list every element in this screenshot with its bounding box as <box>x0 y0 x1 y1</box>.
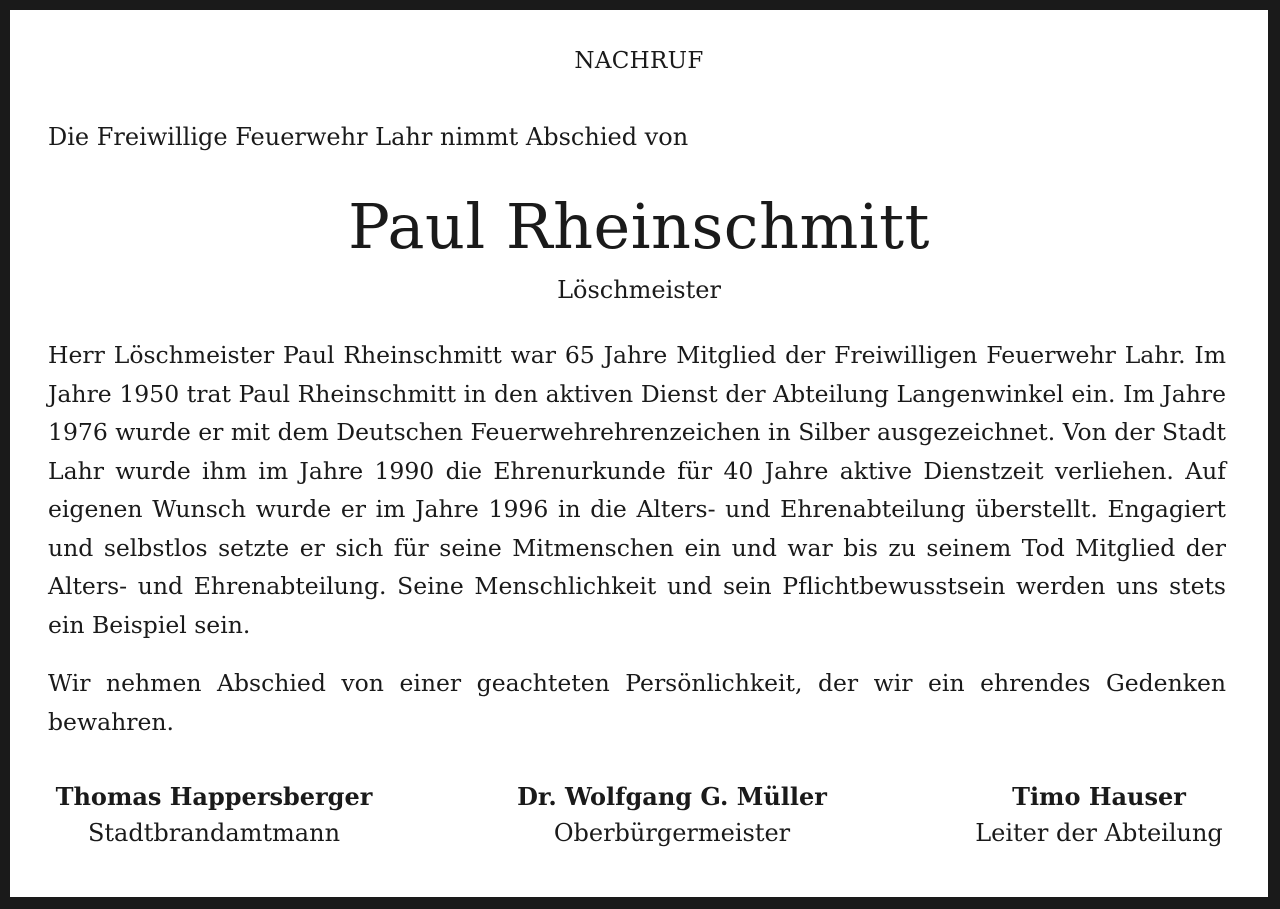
obituary-body: Herr Löschmeister Paul Rheinschmitt war 65 Jahre Mitglied der Freiwilligen Feuerwehr Lahr. Im Jahre 1950 trat Paul Rheinschmitt in den aktiven Dienst der Abteilung Langenwinkel ein. Im Jahre 1976 wurde er mit dem Deutschen Feuerwehrehrenzeichen in Silber ausgezeichnet. Von der Stadt Lahr wurde ihm im Jahre 1990 die Ehrenurkunde für 40 Jahre aktive Dienstzeit verliehen. Auf eigenen Wunsch wurde er im Jahre 1996 in die Alters- und Ehrenabteilung überstellt. Engagiert und selbstlos setzte er sich für seine Mitmenschen ein und war bis zu seinem Tod Mitglied der Alters- und Ehrenabteilung. Seine Menschlichkeit und sein Pflichtbewusstsein werden uns stets ein Beispiel sein. <box>48 341 1226 639</box>
signer-name: Thomas Happersberger <box>55 782 373 811</box>
signer-title: Leiter der Abteilung <box>975 819 1223 847</box>
signer-title: Oberbürgermeister <box>553 819 791 847</box>
obituary-notice <box>10 10 1268 897</box>
signer-2 <box>510 780 834 852</box>
signer-3 <box>958 780 1240 852</box>
signer-name: Timo Hauser <box>1012 782 1186 811</box>
signer-name: Dr. Wolfgang G. Müller <box>517 782 827 811</box>
closing-paragraph: Wir nehmen Abschied von einer geachteten Persönlichkeit, der wir ein ehrendes Gedenken bewahren. <box>48 669 1226 736</box>
intro-line: Die Freiwillige Feuerwehr Lahr nimmt Abschied von <box>48 123 689 151</box>
signatories <box>10 780 1268 860</box>
deceased-rank: Löschmeister <box>557 276 721 304</box>
deceased-name: Paul Rheinschmitt <box>348 190 930 263</box>
signer-title: Stadtbrandamtmann <box>87 819 341 847</box>
notice-heading: NACHRUF <box>574 48 704 74</box>
signer-1 <box>54 780 374 852</box>
